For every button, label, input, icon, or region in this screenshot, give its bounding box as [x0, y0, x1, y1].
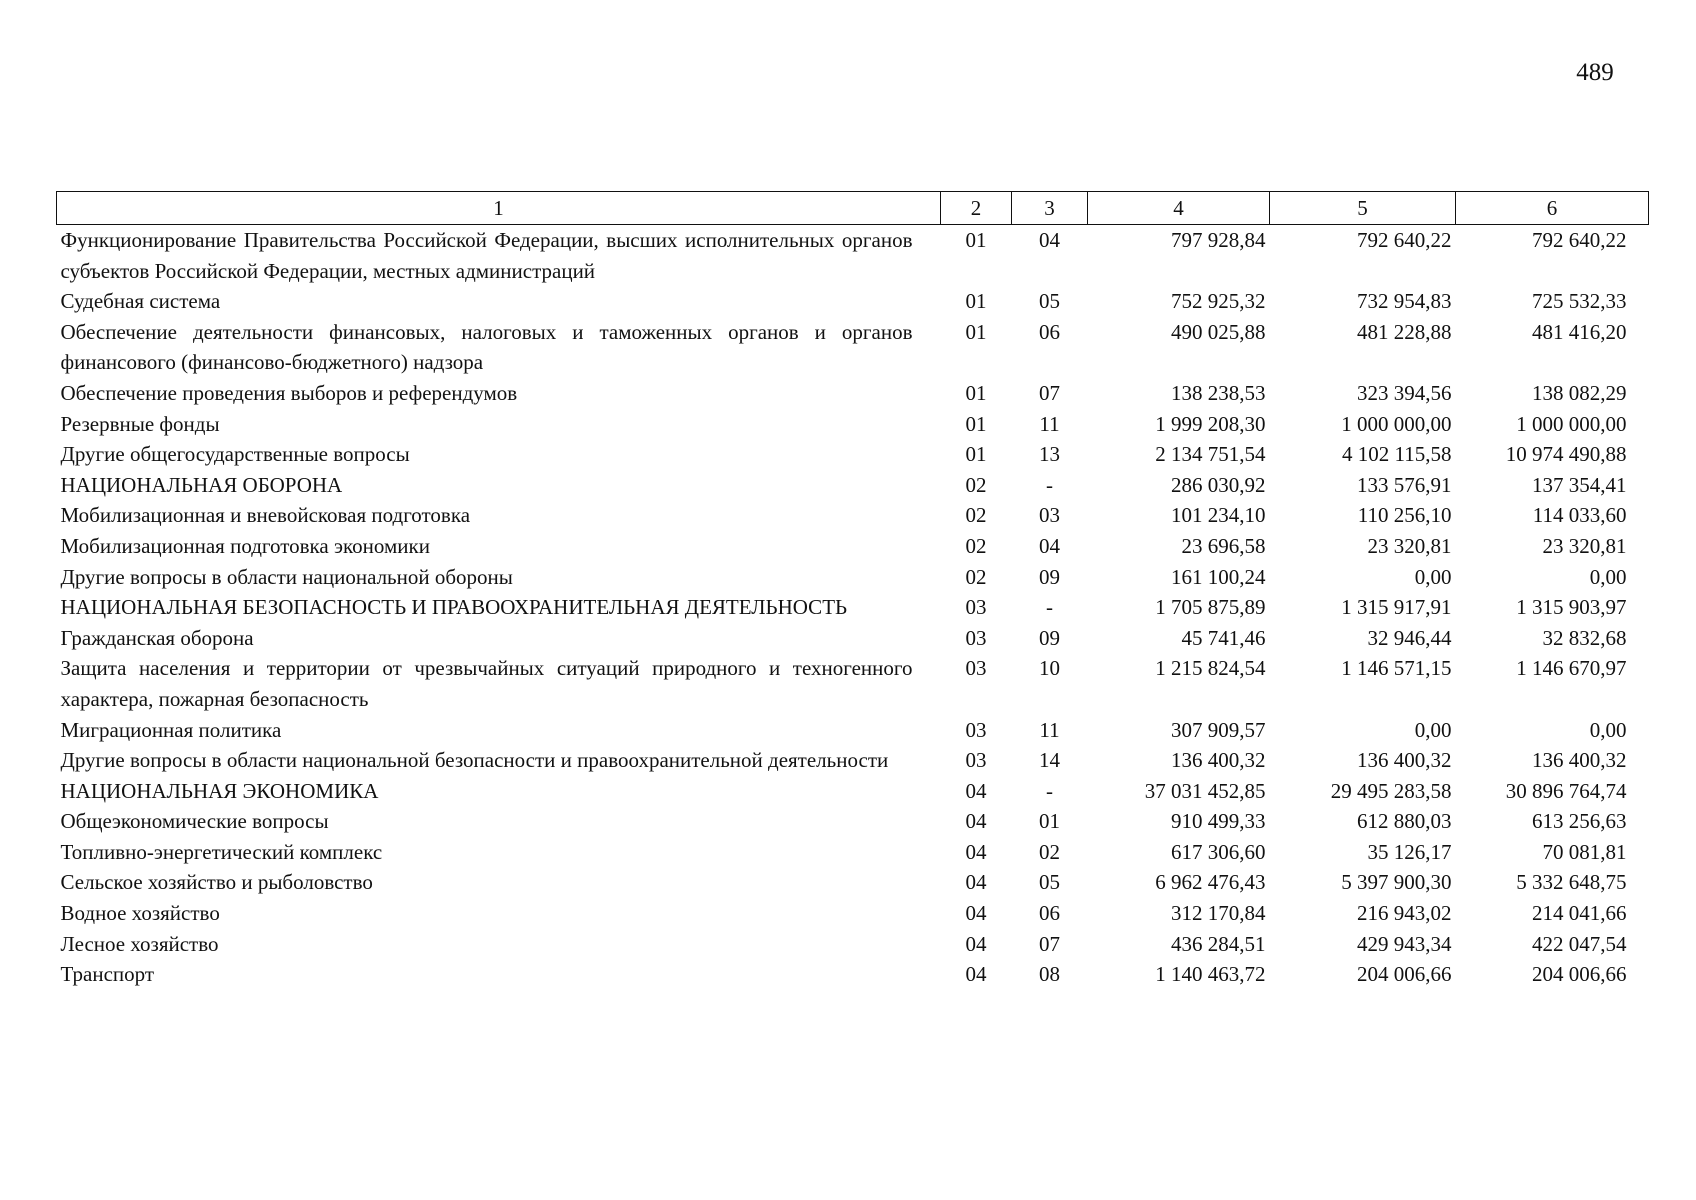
- row-amount-2: 32 946,44: [1367, 625, 1452, 650]
- row-amount-2: 0,00: [1414, 717, 1452, 742]
- row-section: 04: [965, 901, 987, 926]
- row-amount-2: 204 006,66: [1357, 962, 1452, 987]
- row-amount-3: 70 081,81: [1542, 839, 1627, 864]
- row-amount-2: 110 256,10: [1357, 503, 1452, 528]
- column-header-amount-1: 4: [1088, 192, 1270, 225]
- row-section: 01: [965, 380, 987, 405]
- row-subsection: 11: [1039, 411, 1060, 436]
- row-section: 01: [965, 228, 987, 252]
- table-header: [57, 192, 1649, 225]
- row-section: 01: [965, 319, 987, 344]
- row-amount-3: 481 416,20: [1532, 319, 1627, 344]
- row-amount-3: 725 532,33: [1532, 289, 1627, 314]
- row-name: Общеэкономические вопросы: [60, 809, 329, 834]
- row-amount-1: 1 215 824,54: [1155, 656, 1266, 681]
- row-subsection: 08: [1039, 962, 1060, 987]
- row-amount-3: 114 033,60: [1532, 503, 1627, 528]
- row-amount-1: 37 031 452,85: [1144, 778, 1266, 803]
- row-amount-1: 6 962 476,43: [1155, 870, 1266, 895]
- column-header-amount-2: 5: [1270, 192, 1456, 225]
- table-row: [57, 959, 1649, 990]
- row-amount-1: 101 234,10: [1171, 503, 1266, 528]
- row-subsection: 05: [1039, 289, 1060, 314]
- row-amount-1: 797 928,84: [1171, 228, 1266, 252]
- row-subsection: 06: [1039, 901, 1060, 926]
- row-subsection: 02: [1039, 839, 1060, 864]
- row-amount-2: 133 576,91: [1357, 472, 1452, 497]
- row-subsection: -: [1046, 778, 1053, 803]
- row-section: 02: [965, 564, 987, 589]
- row-amount-1: 752 925,32: [1171, 289, 1266, 314]
- row-amount-3: 204 006,66: [1532, 962, 1627, 987]
- table-row: [57, 317, 1649, 378]
- row-name: Другие вопросы в области национальной обороны: [60, 564, 513, 589]
- row-amount-2: 35 126,17: [1367, 839, 1452, 864]
- row-amount-2: 23 320,81: [1367, 533, 1452, 558]
- row-name: Судебная система: [60, 289, 221, 314]
- table-row: [57, 867, 1649, 898]
- row-amount-3: 32 832,68: [1542, 625, 1627, 650]
- row-amount-2: 323 394,56: [1357, 380, 1452, 405]
- row-amount-3: 1 315 903,97: [1516, 595, 1627, 620]
- row-amount-3: 5 332 648,75: [1516, 870, 1627, 895]
- row-name: Мобилизационная и вневойсковая подготовка: [60, 503, 471, 528]
- row-subsection: 07: [1039, 380, 1060, 405]
- row-section: 03: [965, 656, 987, 681]
- row-name: НАЦИОНАЛЬНАЯ ЭКОНОМИКА: [60, 778, 379, 803]
- row-amount-1: 910 499,33: [1171, 809, 1266, 834]
- table-row: [57, 470, 1649, 501]
- row-amount-1: 617 306,60: [1171, 839, 1266, 864]
- row-amount-1: 1 140 463,72: [1155, 962, 1266, 987]
- row-amount-1: 136 400,32: [1171, 748, 1266, 773]
- row-amount-1: 307 909,57: [1171, 717, 1266, 742]
- row-section: 04: [965, 809, 987, 834]
- row-amount-2: 4 102 115,58: [1342, 442, 1452, 467]
- row-name: Защита населения и территории от чрезвычайных ситуаций природного и техногенного характера, пожарная безопасность: [60, 656, 913, 711]
- table-row: [57, 837, 1649, 868]
- row-section: 04: [965, 931, 987, 956]
- row-subsection: 04: [1039, 228, 1060, 252]
- table-row: [57, 531, 1649, 562]
- table-row: [57, 623, 1649, 654]
- row-name: Водное хозяйство: [60, 901, 220, 926]
- table-row: [57, 592, 1649, 623]
- row-name: Мобилизационная подготовка экономики: [60, 533, 430, 558]
- row-amount-1: 312 170,84: [1171, 901, 1266, 926]
- column-header-name: 1: [57, 192, 941, 225]
- table-row: [57, 929, 1649, 960]
- row-name: Лесное хозяйство: [60, 931, 219, 956]
- row-section: 03: [965, 625, 987, 650]
- row-subsection: -: [1046, 472, 1053, 497]
- row-amount-2: 481 228,88: [1357, 319, 1452, 344]
- row-amount-1: 1 705 875,89: [1155, 595, 1266, 620]
- row-subsection: 11: [1039, 717, 1060, 742]
- row-amount-3: 0,00: [1589, 717, 1627, 742]
- row-amount-3: 138 082,29: [1532, 380, 1627, 405]
- row-amount-1: 161 100,24: [1171, 564, 1266, 589]
- table-row: [57, 776, 1649, 807]
- row-amount-2: 732 954,83: [1357, 289, 1452, 314]
- page-number: 489: [1576, 59, 1614, 86]
- row-amount-1: 286 030,92: [1171, 472, 1266, 497]
- row-subsection: 10: [1039, 656, 1060, 681]
- table-body: [57, 225, 1649, 990]
- row-section: 01: [965, 289, 987, 314]
- row-subsection: 14: [1039, 748, 1060, 773]
- row-subsection: 09: [1039, 625, 1060, 650]
- row-amount-1: 23 696,58: [1181, 533, 1266, 558]
- row-name: Обеспечение деятельности финансовых, налоговых и таможенных органов и органов финансового (финансово-бюджетного) надзора: [60, 319, 913, 375]
- row-amount-2: 29 495 283,58: [1330, 778, 1452, 803]
- table-row: [57, 409, 1649, 440]
- row-subsection: 06: [1039, 319, 1060, 344]
- column-header-amount-3: 6: [1456, 192, 1649, 225]
- row-name: Обеспечение проведения выборов и референдумов: [60, 380, 518, 405]
- row-name: Резервные фонды: [60, 411, 220, 436]
- table-row: [57, 715, 1649, 746]
- row-amount-1: 2 134 751,54: [1155, 442, 1266, 467]
- row-amount-2: 216 943,02: [1357, 901, 1452, 926]
- row-name: Другие вопросы в области национальной безопасности и правоохранительной деятельности: [60, 748, 889, 773]
- row-amount-3: 422 047,54: [1532, 931, 1627, 956]
- row-section: 02: [965, 533, 987, 558]
- row-subsection: 04: [1039, 533, 1060, 558]
- table-row: [57, 806, 1649, 837]
- table-row: [57, 439, 1649, 470]
- row-name: Транспорт: [60, 962, 155, 987]
- row-section: 04: [965, 778, 987, 803]
- row-name: Гражданская оборона: [60, 625, 254, 650]
- row-amount-2: 1 000 000,00: [1341, 411, 1452, 436]
- table-header-row: [57, 192, 1649, 225]
- row-section: 04: [965, 839, 987, 864]
- row-amount-2: 429 943,34: [1357, 931, 1452, 956]
- row-name: НАЦИОНАЛЬНАЯ ОБОРОНА: [60, 472, 343, 497]
- column-header-subsection: 3: [1012, 192, 1088, 225]
- row-subsection: 09: [1039, 564, 1060, 589]
- row-section: 01: [965, 411, 987, 436]
- row-amount-3: 1 146 670,97: [1516, 656, 1627, 681]
- row-amount-3: 613 256,63: [1532, 809, 1627, 834]
- table-row: [57, 286, 1649, 317]
- row-section: 01: [965, 442, 987, 467]
- row-amount-1: 490 025,88: [1171, 319, 1266, 344]
- row-amount-2: 136 400,32: [1357, 748, 1452, 773]
- row-amount-3: 214 041,66: [1532, 901, 1627, 926]
- row-subsection: 07: [1039, 931, 1060, 956]
- row-section: 02: [965, 503, 987, 528]
- row-subsection: -: [1046, 595, 1053, 620]
- row-name: Другие общегосударственные вопросы: [60, 442, 410, 467]
- row-amount-2: 0,00: [1414, 564, 1452, 589]
- row-amount-2: 1 315 917,91: [1341, 595, 1452, 620]
- table-row: [57, 745, 1649, 776]
- row-amount-2: 1 146 571,15: [1341, 656, 1452, 681]
- row-section: 03: [965, 595, 987, 620]
- row-subsection: 03: [1039, 503, 1060, 528]
- row-amount-3: 0,00: [1589, 564, 1627, 589]
- table-row: [57, 500, 1649, 531]
- row-name: НАЦИОНАЛЬНАЯ БЕЗОПАСНОСТЬ И ПРАВООХРАНИТЕЛЬНАЯ ДЕЯТЕЛЬНОСТЬ: [60, 595, 848, 620]
- row-section: 03: [965, 717, 987, 742]
- row-section: 03: [965, 748, 987, 773]
- row-name: Функционирование Правительства Российской Федерации, высших исполнительных органов субъектов Российской Федерации, местных администраций: [60, 228, 913, 283]
- row-section: 02: [965, 472, 987, 497]
- row-amount-3: 10 974 490,88: [1505, 442, 1627, 467]
- column-header-section: 2: [941, 192, 1012, 225]
- row-amount-2: 612 880,03: [1357, 809, 1452, 834]
- row-amount-3: 30 896 764,74: [1505, 778, 1627, 803]
- table-row: [57, 653, 1649, 714]
- table-row: [57, 562, 1649, 593]
- row-subsection: 13: [1039, 442, 1060, 467]
- row-amount-1: 138 238,53: [1171, 380, 1266, 405]
- row-amount-1: 1 999 208,30: [1155, 411, 1266, 436]
- row-subsection: 05: [1039, 870, 1060, 895]
- table-row: [57, 225, 1649, 287]
- row-name: Сельское хозяйство и рыболовство: [60, 870, 373, 895]
- table-row: [57, 898, 1649, 929]
- row-amount-1: 45 741,46: [1181, 625, 1266, 650]
- row-amount-2: 5 397 900,30: [1341, 870, 1452, 895]
- budget-table: [56, 191, 1649, 990]
- row-name: Топливно-энергетический комплекс: [60, 839, 383, 864]
- row-amount-3: 792 640,22: [1532, 228, 1627, 252]
- row-section: 04: [965, 962, 987, 987]
- row-name: Миграционная политика: [60, 717, 282, 742]
- row-amount-1: 436 284,51: [1171, 931, 1266, 956]
- row-amount-3: 137 354,41: [1532, 472, 1627, 497]
- row-section: 04: [965, 870, 987, 895]
- table-row: [57, 378, 1649, 409]
- row-amount-3: 1 000 000,00: [1516, 411, 1627, 436]
- row-amount-2: 792 640,22: [1357, 228, 1452, 252]
- row-amount-3: 136 400,32: [1532, 748, 1627, 773]
- row-amount-3: 23 320,81: [1542, 533, 1627, 558]
- row-subsection: 01: [1039, 809, 1060, 834]
